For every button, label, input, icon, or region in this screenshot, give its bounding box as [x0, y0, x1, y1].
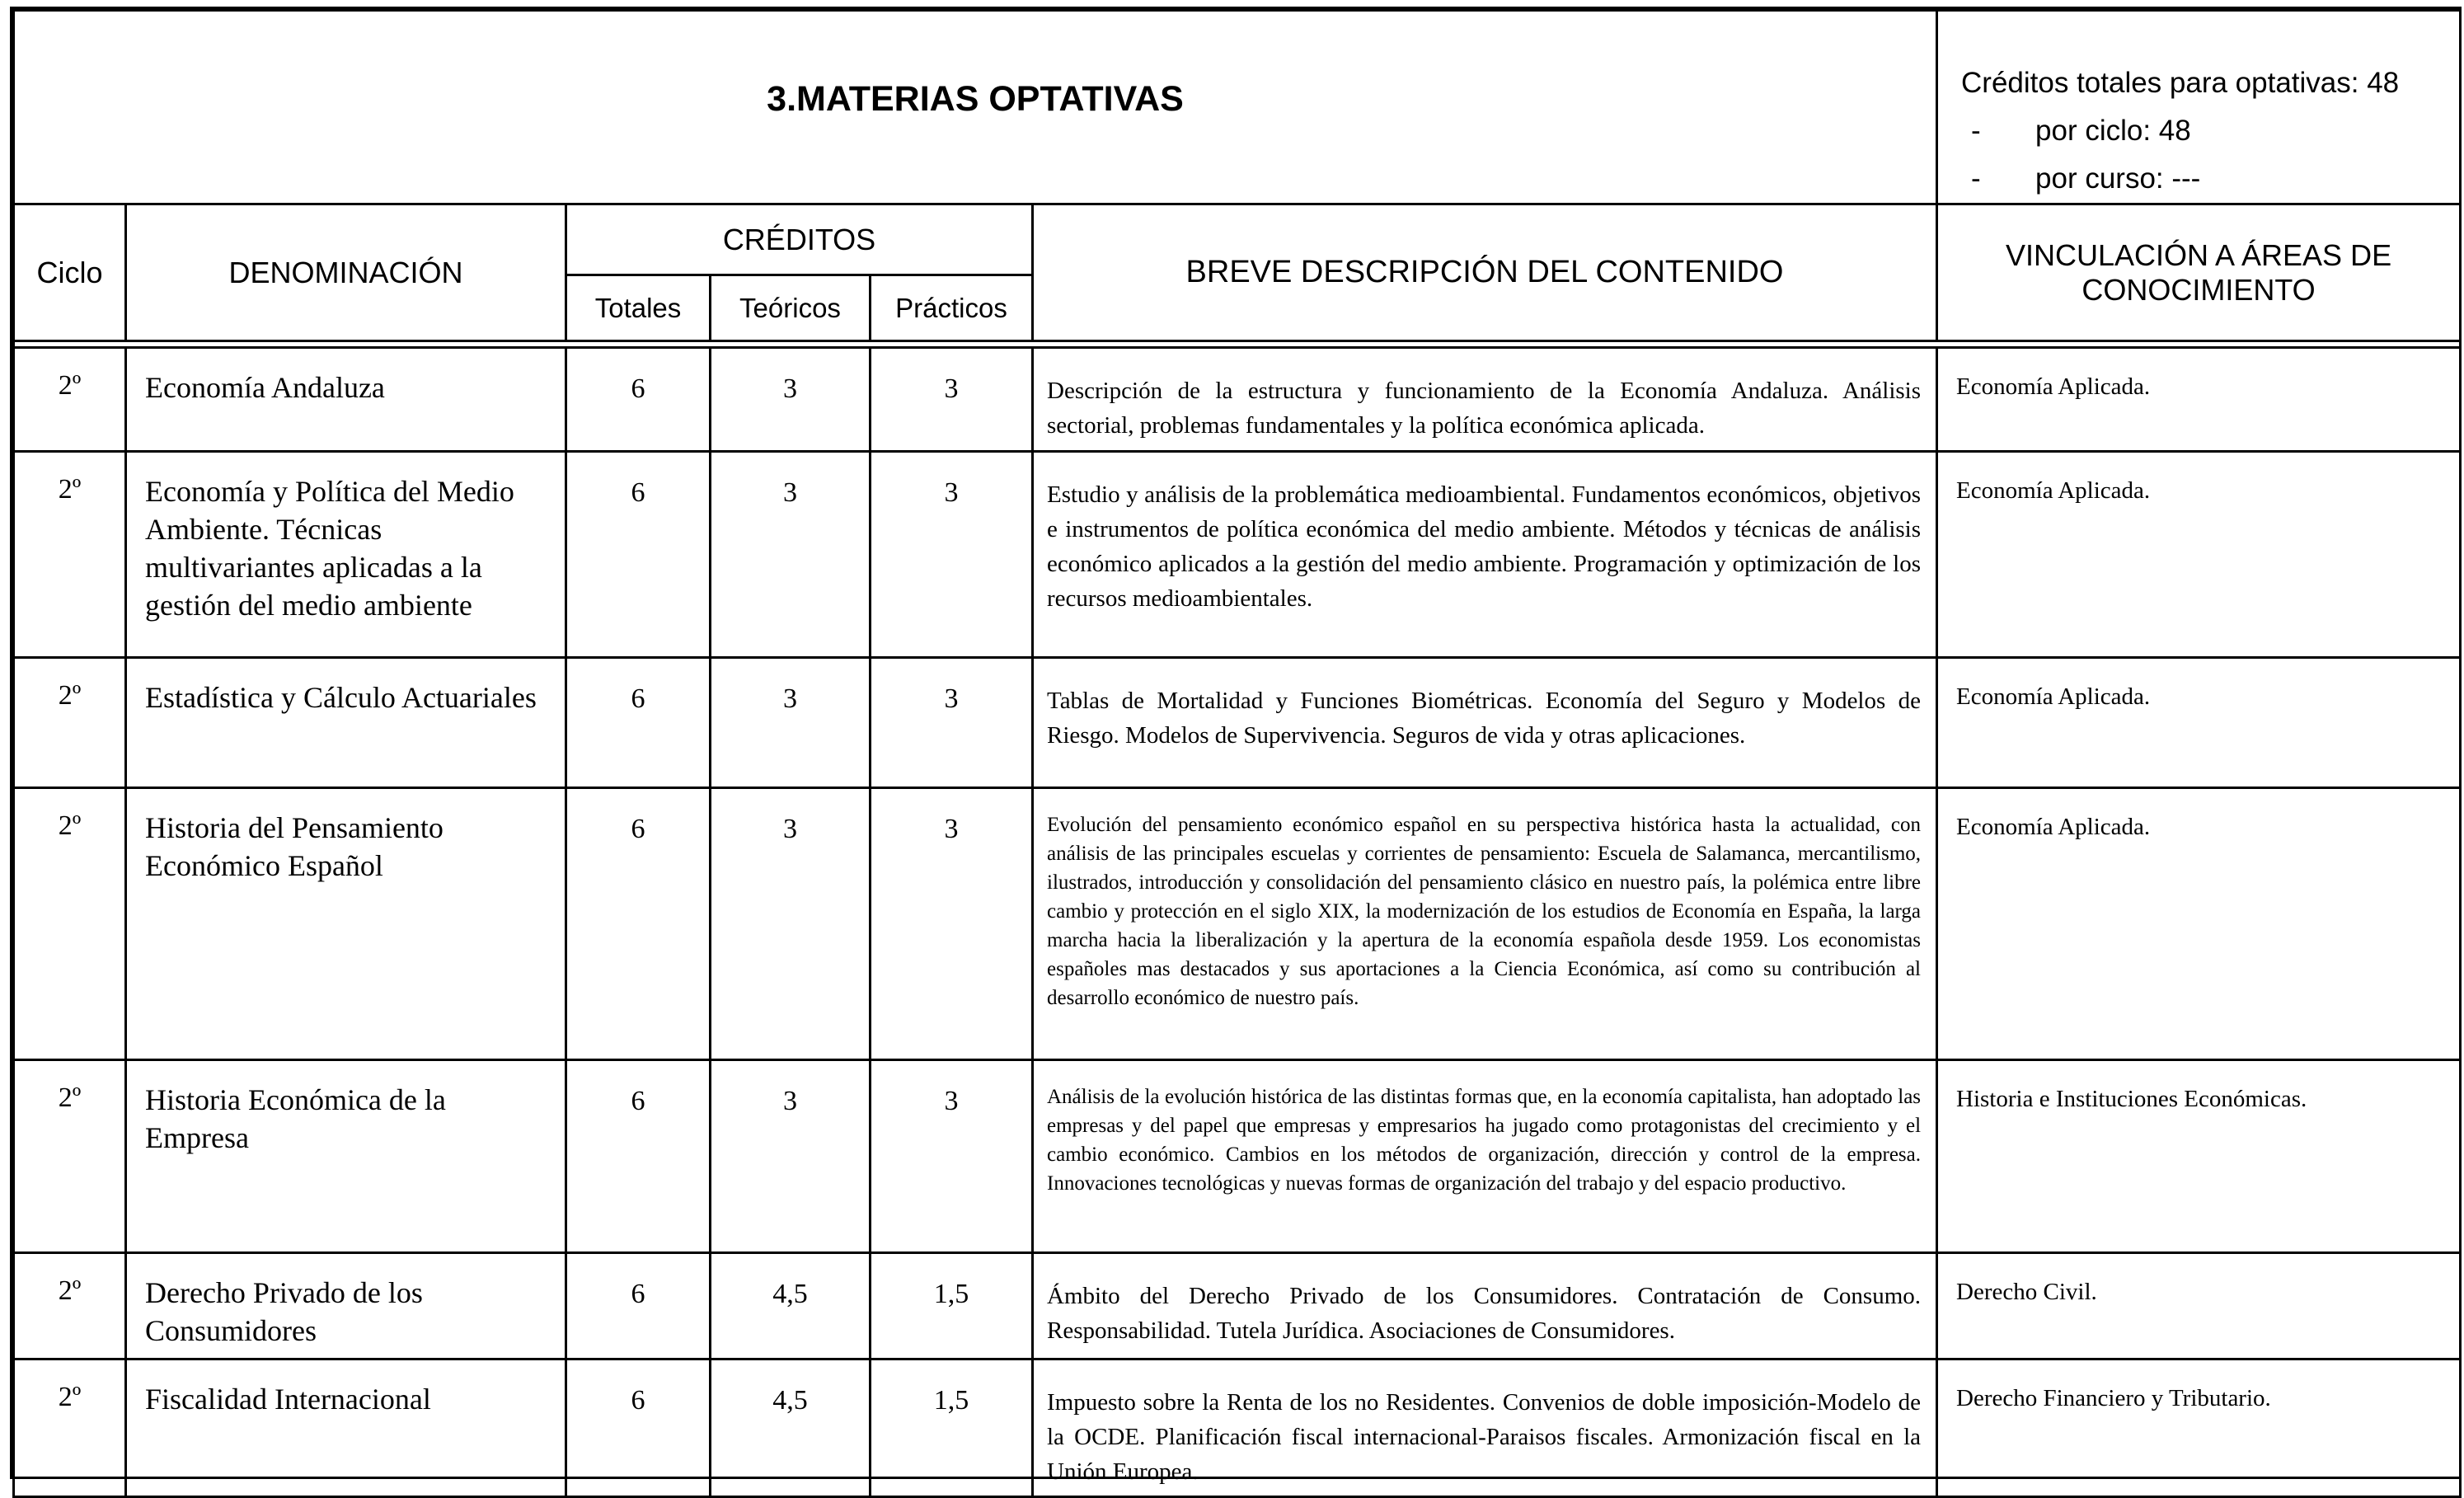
cell-area: Derecho Civil.	[1937, 1253, 2461, 1359]
cell-teoricos: 3	[711, 1060, 871, 1253]
cell-practicos: 1,5	[871, 1253, 1033, 1359]
cell-totales: 6	[566, 788, 711, 1060]
table-row	[14, 1359, 2461, 1497]
header-vinculacion-line2: CONOCIMIENTO	[2081, 272, 2316, 307]
header-teoricos: Teóricos	[711, 275, 871, 341]
cell-practicos: 1,5	[871, 1359, 1033, 1497]
cell-teoricos: 3	[711, 348, 871, 452]
table-row	[14, 1253, 2461, 1359]
document-sheet	[10, 7, 2462, 1485]
cell-teoricos: 3	[711, 452, 871, 658]
cell-practicos: 3	[871, 452, 1033, 658]
cell-totales: 6	[566, 452, 711, 658]
header-creditos: CRÉDITOS	[566, 204, 1033, 275]
cell-descripcion: Impuesto sobre la Renta de los no Residentes. Convenios de doble imposición-Modelo de la OCDE. Planificación fiscal internacional-Paraisos fiscales. Armonización fiscal en la Unión Europea.	[1033, 1359, 1937, 1497]
credits-per-course: - por curso: ---	[1961, 155, 2459, 203]
cell-ciclo: 2º	[14, 452, 126, 658]
cell-teoricos: 3	[711, 658, 871, 788]
subjects-table	[12, 9, 2462, 1498]
cell-descripcion: Tablas de Mortalidad y Funciones Biométricas. Economía del Seguro y Modelos de Riesgo. Modelos de Supervivencia. Seguros de vida y otras aplicaciones.	[1033, 658, 1937, 788]
cell-ciclo: 2º	[14, 788, 126, 1060]
cell-teoricos: 3	[711, 788, 871, 1060]
cell-ciclo: 2º	[14, 1359, 126, 1497]
credits-summary	[1937, 11, 2461, 204]
cell-totales: 6	[566, 658, 711, 788]
cell-teoricos: 4,5	[711, 1359, 871, 1497]
cell-practicos: 3	[871, 788, 1033, 1060]
cell-denominacion: Derecho Privado de los Consumidores	[126, 1253, 566, 1359]
cell-teoricos: 4,5	[711, 1253, 871, 1359]
table-row	[14, 452, 2461, 658]
table-row	[14, 658, 2461, 788]
cell-denominacion: Estadística y Cálculo Actuariales	[126, 658, 566, 788]
page-title: 3.MATERIAS OPTATIVAS	[14, 11, 1937, 204]
cell-ciclo: 2º	[14, 348, 126, 452]
cell-descripcion: Evolución del pensamiento económico español en su perspectiva histórica hasta la actualidad, con análisis de las principales escuelas y corrientes de pensamiento: Escuela de Salamanca, mercantilismo, ilustrados, introducción y consolidación del pensamiento clásico en nuestro país, la polémica entre libre cambio y protección en el siglo XIX, la modernización de los estudios de Economía en España, la larga marcha hacia la liberalización y la apertura de la economía española desde 1959. Los economistas españoles mas destacados y sus aportaciones a la Ciencia Económica, así como su contribución al desarrollo económico de nuestro país.	[1033, 788, 1937, 1060]
cell-totales: 6	[566, 1253, 711, 1359]
header-vinculacion-line1: VINCULACIÓN A ÁREAS DE	[2005, 237, 2392, 272]
header-ciclo: Ciclo	[14, 204, 126, 341]
cell-descripcion: Ámbito del Derecho Privado de los Consumidores. Contratación de Consumo. Responsabilidad. Tutela Jurídica. Asociaciones de Consumidores.	[1033, 1253, 1937, 1359]
table-row	[14, 1060, 2461, 1253]
header-vinculacion	[1937, 204, 2461, 341]
cell-area: Economía Aplicada.	[1937, 788, 2461, 1060]
cell-area: Economía Aplicada.	[1937, 658, 2461, 788]
header-totales: Totales	[566, 275, 711, 341]
cell-ciclo: 2º	[14, 1060, 126, 1253]
cell-area: Historia e Instituciones Económicas.	[1937, 1060, 2461, 1253]
header-row-1	[14, 204, 2461, 275]
table-row	[14, 348, 2461, 452]
cell-denominacion: Fiscalidad Internacional	[126, 1359, 566, 1497]
title-row	[14, 11, 2461, 204]
cell-totales: 6	[566, 348, 711, 452]
header-separator	[14, 341, 2461, 348]
table-row	[14, 788, 2461, 1060]
cell-practicos: 3	[871, 1060, 1033, 1253]
cell-descripcion: Análisis de la evolución histórica de las distintas formas que, en la economía capitalista, han adoptado las empresas y del papel que empresas y empresarios ha jugado como protagonistas del crecimiento y el cambio económico. Cambios en los métodos de organización, dirección y control de la empresa. Innovaciones tecnológicas y nuevas formas de organización del trabajo y del espacio productivo.	[1033, 1060, 1937, 1253]
credits-per-cycle: - por ciclo: 48	[1961, 107, 2459, 155]
header-practicos: Prácticos	[871, 275, 1033, 341]
header-denominacion: DENOMINACIÓN	[126, 204, 566, 341]
credits-total: Créditos totales para optativas: 48	[1961, 67, 2400, 99]
cell-area: Derecho Financiero y Tributario.	[1937, 1359, 2461, 1497]
cell-practicos: 3	[871, 348, 1033, 452]
header-descripcion: BREVE DESCRIPCIÓN DEL CONTENIDO	[1033, 204, 1937, 341]
cell-descripcion: Descripción de la estructura y funcionamiento de la Economía Andaluza. Análisis sectorial, problemas fundamentales y la política económica aplicada.	[1033, 348, 1937, 452]
cell-descripcion: Estudio y análisis de la problemática medioambiental. Fundamentos económicos, objetivos e instrumentos de política económica del medio ambiente. Métodos y técnicas de análisis económico aplicados a la gestión del medio ambiente. Programación y optimización de los recursos medioambientales.	[1033, 452, 1937, 658]
cell-ciclo: 2º	[14, 658, 126, 788]
cell-denominacion: Historia del Pensamiento Económico Español	[126, 788, 566, 1060]
cell-denominacion: Economía Andaluza	[126, 348, 566, 452]
cell-totales: 6	[566, 1359, 711, 1497]
cell-area: Economía Aplicada.	[1937, 452, 2461, 658]
cell-area: Economía Aplicada.	[1937, 348, 2461, 452]
cell-totales: 6	[566, 1060, 711, 1253]
cell-ciclo: 2º	[14, 1253, 126, 1359]
cell-practicos: 3	[871, 658, 1033, 788]
cell-denominacion: Economía y Política del Medio Ambiente. Técnicas multivariantes aplicadas a la gestión del medio ambiente	[126, 452, 566, 658]
cell-denominacion: Historia Económica de la Empresa	[126, 1060, 566, 1253]
